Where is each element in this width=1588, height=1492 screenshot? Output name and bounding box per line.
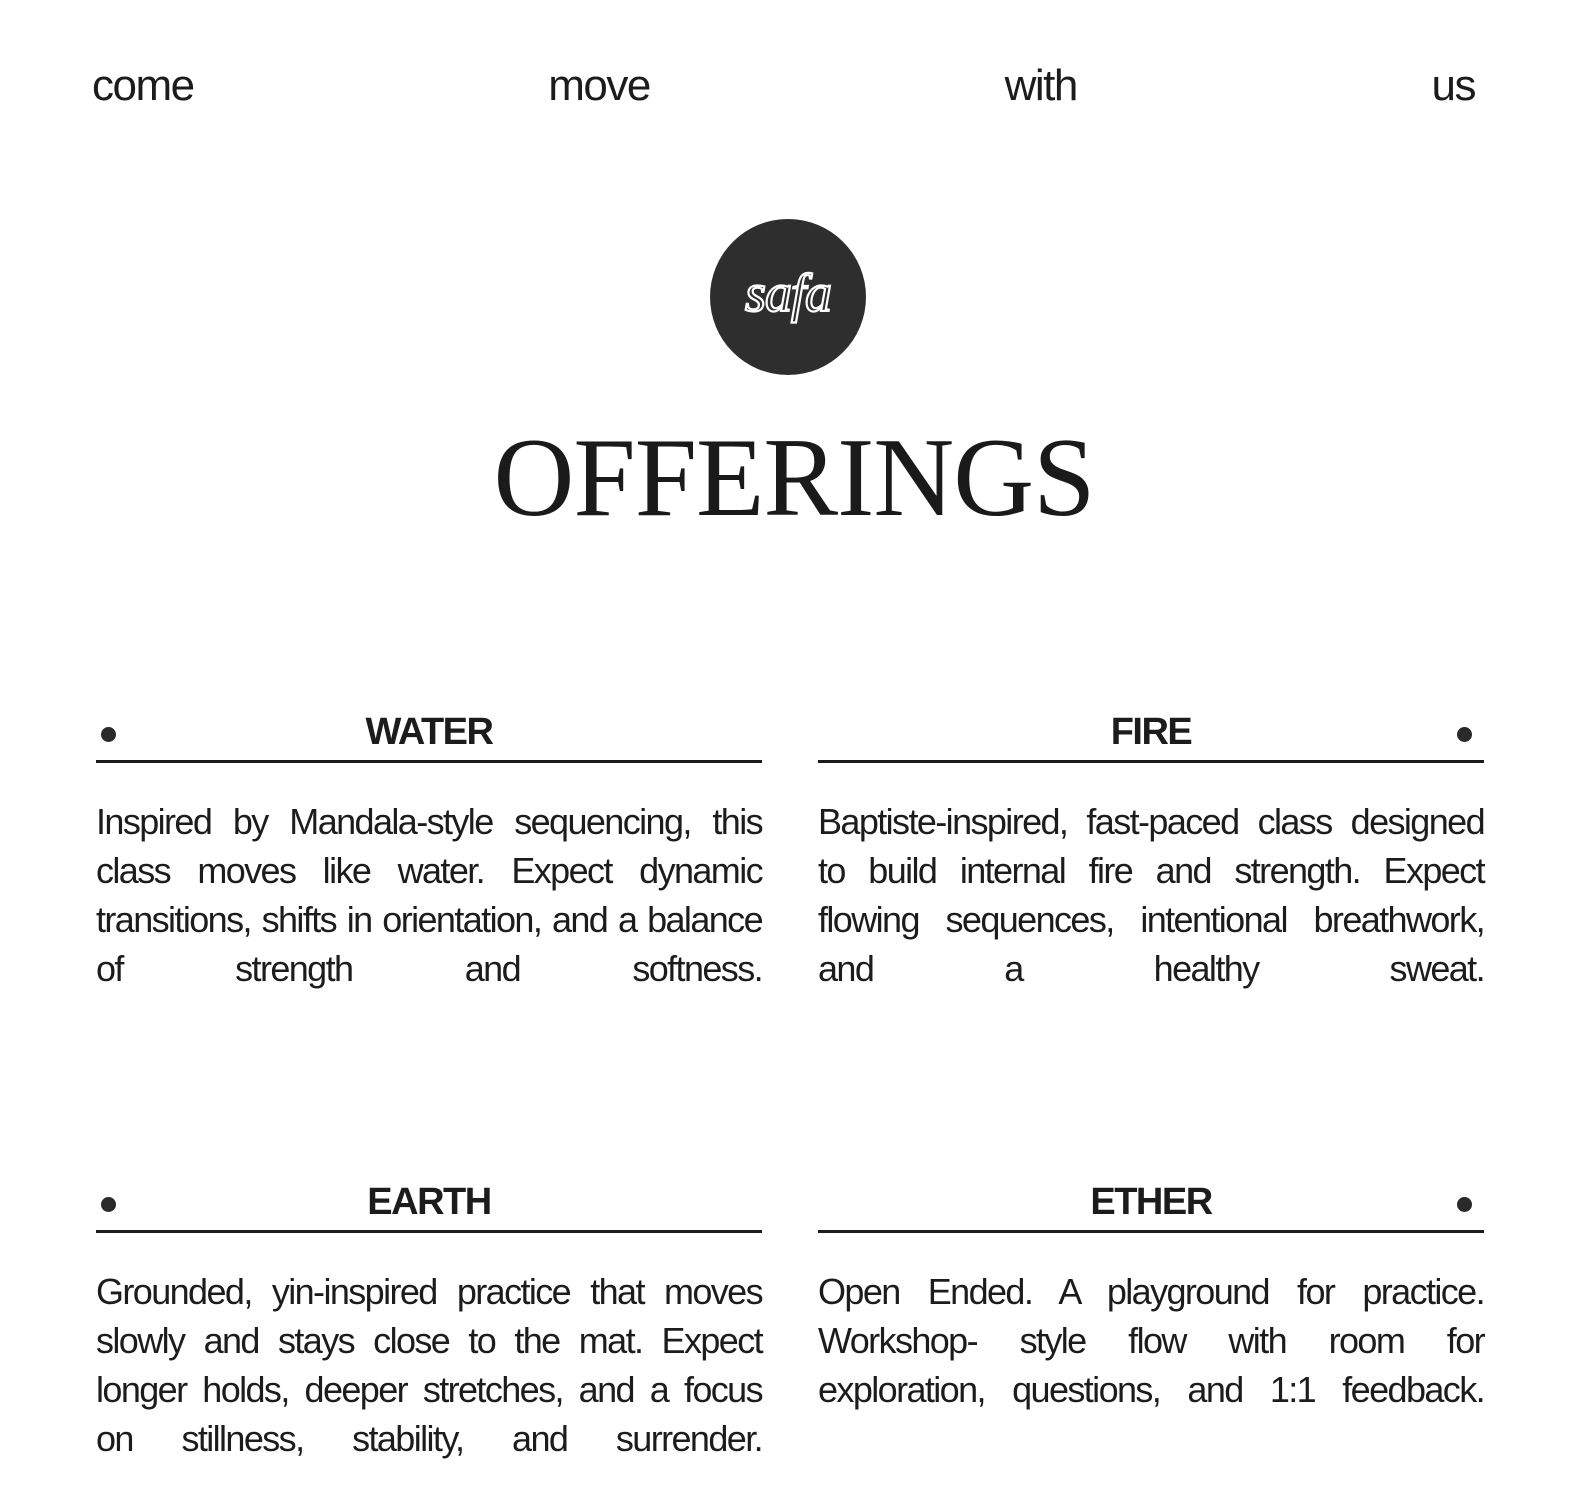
safa-logo [710,219,866,375]
bullet-dot-icon [1457,727,1472,742]
offering-title: WATER [365,711,493,753]
offering-title: EARTH [367,1181,491,1223]
tagline [92,58,1475,114]
bullet-dot-icon [1457,1197,1472,1212]
tagline-word-move: move [548,61,650,110]
offering-header [818,1170,1484,1233]
offering-header [96,700,762,763]
offering-fire [818,700,1484,993]
page-title: OFFERINGS [493,416,1095,540]
offering-title: FIRE [1110,711,1192,753]
safa-logo-text: safa [744,263,832,323]
offering-water [96,700,762,993]
offering-header [96,1170,762,1233]
offering-description: Baptiste-inspired, fast-paced class designed to build internal fire and strength. Expect flowing sequences, intentional breathwork, and a healthy sweat. [818,801,1484,989]
tagline-word-us: us [1431,61,1475,110]
safa-logo-mark [710,219,866,375]
offering-description: Inspired by Mandala-style sequencing, this class moves like water. Expect dynamic transitions, shifts in orientation, and a balance of strength and softness. [96,801,762,989]
offering-title: ETHER [1090,1181,1212,1223]
offering-earth [96,1170,762,1463]
tagline-word-come: come [92,61,194,110]
offering-header [818,700,1484,763]
offering-description: Grounded, yin-inspired practice that moves slowly and stays close to the mat. Expect longer holds, deeper stretches, and a focus on stillness, stability, and surrender. [96,1271,762,1459]
offering-description: Open Ended. A playground for practice. Workshop- style flow with room for exploration, questions, and 1:1 feedback. [818,1271,1484,1410]
offering-ether [818,1170,1484,1414]
tagline-word-with: with [1004,61,1077,110]
